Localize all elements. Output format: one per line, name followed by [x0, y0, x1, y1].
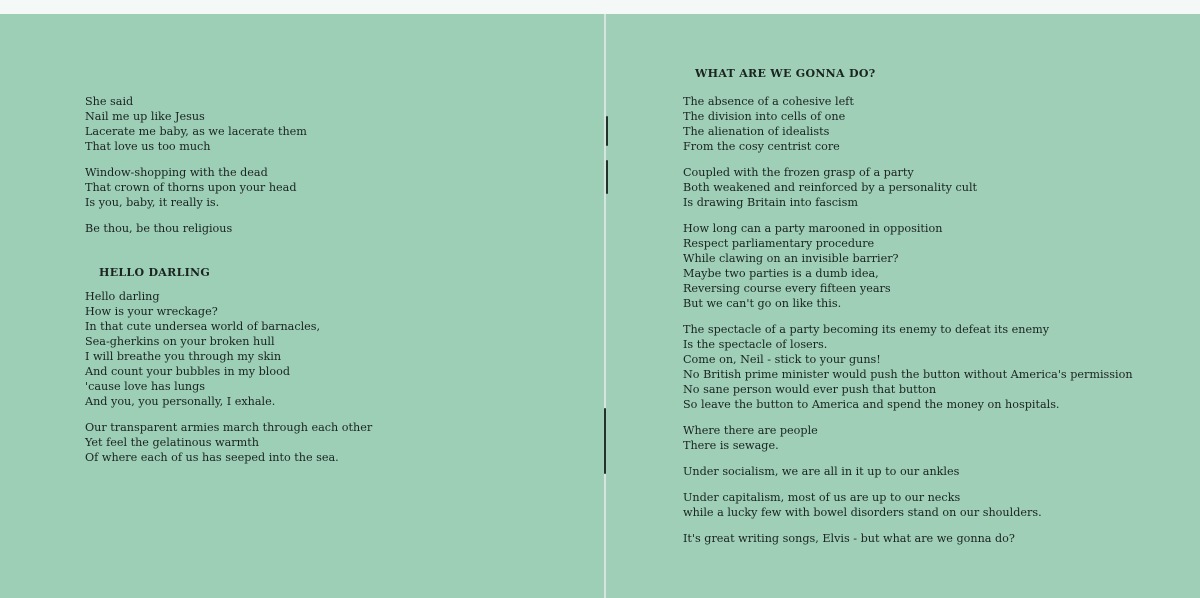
lyric-line: Is you, baby, it really is. [85, 196, 220, 209]
lyric-line: Nail me up like Jesus [85, 110, 205, 123]
staple [606, 116, 608, 146]
lyric-line: Under capitalism, most of us are up to our necks [683, 491, 961, 504]
lyric-line: Reversing course every fifteen years [683, 282, 891, 295]
lyric-line: There is sewage. [683, 439, 779, 452]
staple [606, 160, 608, 194]
lyric-line: No sane person would ever push that button [683, 383, 937, 396]
she-said-lyrics [85, 94, 372, 236]
lyric-line: The spectacle of a party becoming its enemy to defeat its enemy [683, 323, 1050, 336]
lyric-line: So leave the button to America and spend the money on hospitals. [683, 398, 1060, 411]
song-title-what-are-we-gonna-do: WHAT ARE WE GONNA DO? [695, 67, 876, 80]
stanza [85, 289, 372, 409]
lyric-line: The absence of a cohesive left [683, 95, 854, 108]
lyric-line: How is your wreckage? [85, 305, 218, 318]
lyric-line: And count your bubbles in my blood [85, 365, 291, 378]
lyric-line: Window-shopping with the dead [85, 166, 268, 179]
lyric-line: Is the spectacle of losers. [683, 338, 828, 351]
stanza [85, 94, 372, 154]
stanza [683, 221, 1133, 311]
lyric-line: Coupled with the frozen grasp of a party [683, 166, 914, 179]
lyric-line: And you, you personally, I exhale. [85, 395, 276, 408]
stanza [683, 464, 1133, 479]
stanza [683, 531, 1133, 546]
lyric-line: Sea-gherkins on your broken hull [85, 335, 275, 348]
lyric-line: Is drawing Britain into fascism [683, 196, 858, 209]
lyric-line: Come on, Neil - stick to your guns! [683, 353, 881, 366]
lyric-line: Where there are people [683, 424, 818, 437]
lyric-line: 'cause love has lungs [85, 380, 206, 393]
lyric-line: Be thou, be thou religious [85, 222, 233, 235]
lyric-line: Both weakened and reinforced by a personality cult [683, 181, 978, 194]
lyric-line: From the cosy centrist core [683, 140, 840, 153]
stanza [85, 165, 372, 210]
lyric-line: She said [85, 95, 134, 108]
lyric-line: It's great writing songs, Elvis - but what are we gonna do? [683, 532, 1015, 545]
lyric-line: No British prime minister would push the button without America's permission [683, 368, 1133, 381]
stanza [683, 423, 1133, 453]
hello-darling-lyrics [85, 289, 372, 465]
lyric-line: Of where each of us has seeped into the sea. [85, 451, 339, 464]
lyric-line: But we can't go on like this. [683, 297, 842, 310]
lyric-line: The alienation of idealists [683, 125, 830, 138]
lyric-line: That love us too much [85, 140, 211, 153]
lyric-line: How long can a party marooned in opposition [683, 222, 943, 235]
lyric-line: While clawing on an invisible barrier? [683, 252, 899, 265]
staple [604, 408, 606, 474]
stanza [683, 165, 1133, 210]
left-page-lyrics [85, 94, 372, 476]
stanza [85, 221, 372, 236]
lyric-line: Hello darling [85, 290, 160, 303]
song-title-hello-darling: HELLO DARLING [99, 266, 211, 279]
stanza [683, 94, 1133, 154]
lyric-line: That crown of thorns upon your head [85, 181, 297, 194]
booklet-gutter [603, 14, 607, 598]
lyric-line: while a lucky few with bowel disorders stand on our shoulders. [683, 506, 1042, 519]
lyric-line: Under socialism, we are all in it up to our ankles [683, 465, 960, 478]
lyric-line: I will breathe you through my skin [85, 350, 282, 363]
lyric-line: Respect parliamentary procedure [683, 237, 875, 250]
stanza [85, 420, 372, 465]
what-are-we-gonna-do-lyrics [683, 94, 1133, 557]
lyric-line: Maybe two parties is a dumb idea, [683, 267, 879, 280]
lyric-line: The division into cells of one [683, 110, 846, 123]
lyric-line: Yet feel the gelatinous warmth [85, 436, 259, 449]
lyric-line: In that cute undersea world of barnacles, [85, 320, 321, 333]
stanza [683, 490, 1133, 520]
lyric-line: Our transparent armies march through each other [85, 421, 373, 434]
lyric-line: Lacerate me baby, as we lacerate them [85, 125, 307, 138]
stanza [683, 322, 1133, 412]
